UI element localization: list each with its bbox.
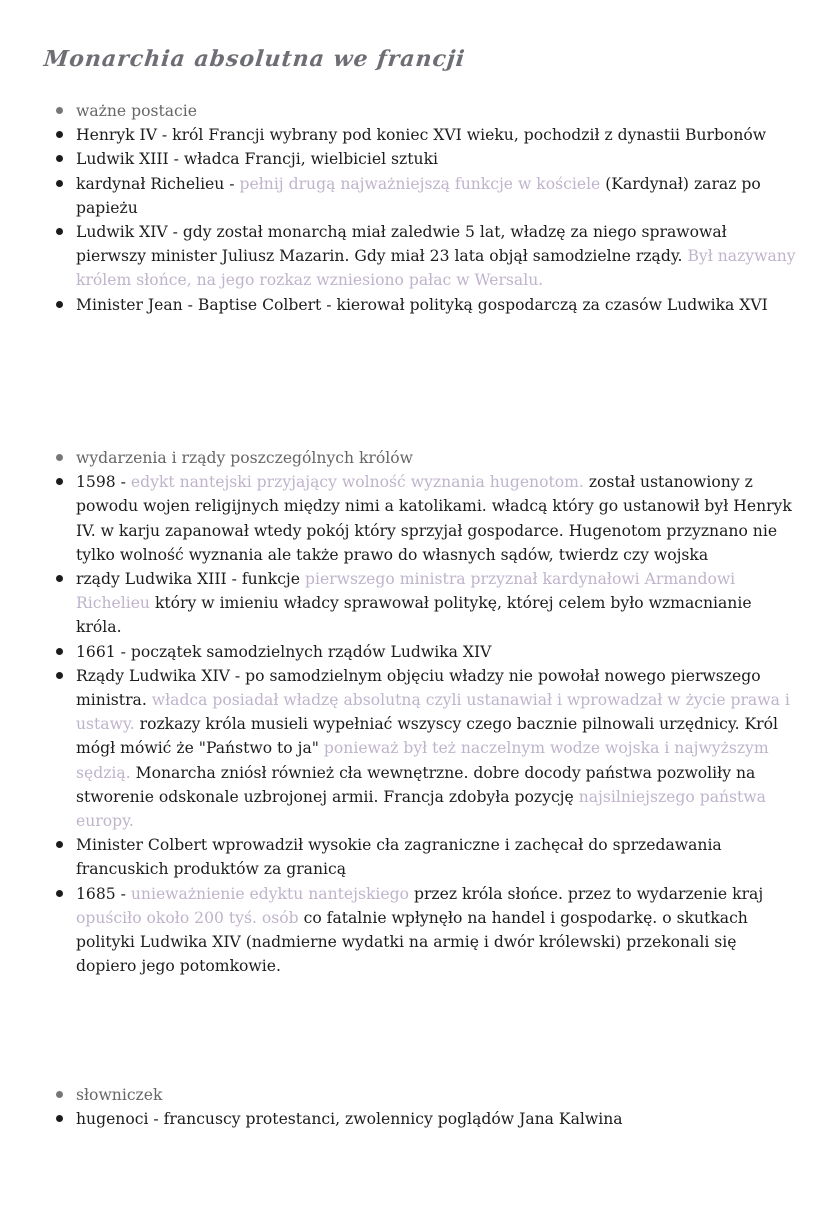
text-segment: przez króla słońce. przez to wydarzenie kraj bbox=[409, 884, 764, 903]
highlighted-text: władca posiadał władzę absolutną czyli ustanawiał i wprowadzał w życie prawa i ustawy. bbox=[76, 691, 790, 734]
text-segment: Minister Colbert wprowadził wysokie cła zagraniczne i zachęcał do sprzedawania francuskich produktów za granicą bbox=[76, 836, 722, 879]
list-item bbox=[54, 1107, 799, 1131]
bullet-icon bbox=[56, 841, 63, 848]
highlighted-text: pierwszego ministra przyznał kardynałowi Armandowi Richelieu bbox=[76, 570, 736, 613]
highlighted-text: najsilniejszego państwa europy. bbox=[76, 787, 766, 831]
text-segment: Monarcha zniósł również cła wewnętrzne. dobre docody państwa pozwoliły na stworenie odskonale uzbrojonej armii. Francja zdobyła pozycję bbox=[76, 763, 756, 806]
text-segment: Rządy Ludwika XIV - po samodzielnym objęciu władzy nie powołał nowego pierwszego ministra. bbox=[76, 666, 761, 710]
highlighted-text: unieważnienie edyktu nantejskiego bbox=[130, 884, 409, 903]
list-item bbox=[54, 833, 799, 881]
list-item bbox=[54, 640, 799, 664]
text-segment: ważne postacie bbox=[76, 102, 197, 120]
bullet-icon bbox=[56, 478, 63, 485]
highlighted-text: edykt nantejski przyjający wolność wyznania hugenotom. bbox=[130, 473, 584, 492]
highlighted-text: Był nazywany królem słońce, na jego rozkaz wzniesiono pałac w Wersalu. bbox=[76, 247, 796, 290]
text-segment: Henryk IV - król Francji wybrany pod koniec XVI wieku, pochodził z dynastii Burbonów bbox=[76, 126, 767, 145]
list-item bbox=[54, 470, 799, 567]
text-segment: 1685 - bbox=[76, 884, 131, 903]
bullet-icon bbox=[56, 180, 63, 187]
text-segment: Minister Jean - Baptise Colbert - kierował polityką gospodarczą za czasów Ludwika XVI bbox=[76, 295, 768, 314]
highlighted-text: opuściło około 200 tyś. osób bbox=[76, 908, 299, 927]
text-segment: kardynał Richelieu - bbox=[76, 174, 240, 193]
bullet-icon bbox=[56, 107, 63, 114]
section-heading bbox=[54, 1083, 799, 1107]
list-item bbox=[54, 664, 799, 833]
bullet-icon bbox=[56, 454, 63, 461]
bullet-icon bbox=[56, 155, 63, 162]
text-segment: który w imieniu władcy sprawował politykę, której celem było wzmacnianie króla. bbox=[76, 594, 752, 637]
highlighted-text: ponieważ był też naczelnym wodze wojska i najwyższym sędzią. bbox=[76, 739, 769, 782]
list-item bbox=[54, 882, 799, 979]
section-heading bbox=[54, 99, 799, 123]
bullet-icon bbox=[56, 301, 63, 308]
section-heading bbox=[54, 446, 799, 470]
text-segment: został ustanowiony z powodu wojen religijnych między nimi a katolikami. władcą który go ustanowił był Henryk IV. w karju zapanował wtedy pokój który sprzyjał gospodarce. Hugenotom przyznano nie tylko wolność wyznania ale także prawo do własnych sądów, twierdz czy wojska bbox=[76, 473, 792, 564]
bullet-icon bbox=[56, 131, 63, 138]
text-segment: 1598 - bbox=[76, 473, 131, 492]
bullet-icon bbox=[56, 890, 63, 897]
bullet-icon bbox=[56, 228, 63, 235]
bullet-icon bbox=[56, 672, 63, 679]
section-events bbox=[54, 446, 799, 978]
bullet-icon bbox=[56, 1115, 63, 1122]
text-segment: rozkazy króla musieli wypełniać wszyscy czego bacznie pilnowali urzędnicy. Król mógł mówić że "Państwo to ja" bbox=[76, 715, 778, 758]
highlighted-text: pełnij drugą najważniejszą funkcje w kościele bbox=[239, 174, 601, 193]
bullet-icon bbox=[56, 1091, 63, 1098]
list-item bbox=[54, 123, 799, 147]
text-segment: Ludwik XIII - władca Francji, wielbiciel sztuki bbox=[76, 150, 439, 169]
page-title: Monarchia absolutna we francji bbox=[42, 46, 467, 72]
list-item bbox=[54, 293, 799, 317]
bullet-icon bbox=[56, 648, 63, 655]
bullet-icon bbox=[56, 575, 63, 582]
text-segment: Ludwik XIV - gdy został monarchą miał zaledwie 5 lat, władzę za niego sprawował pierwszy minister Juliusz Mazarin. Gdy miał 23 lata objął samodzielne rządy. bbox=[76, 223, 727, 266]
list-item bbox=[54, 220, 799, 293]
section-important-figures bbox=[54, 99, 799, 317]
text-segment: wydarzenia i rządy poszczególnych królów bbox=[76, 449, 414, 467]
list-item bbox=[54, 147, 799, 171]
section-glossary bbox=[54, 1083, 799, 1131]
text-segment: słowniczek bbox=[76, 1086, 163, 1104]
list-item bbox=[54, 567, 799, 640]
text-segment: 1661 - początek samodzielnych rządów Ludwika XIV bbox=[76, 642, 492, 661]
list-item bbox=[54, 172, 799, 220]
text-segment: co fatalnie wpłynęło na handel i gospodarkę. o skutkach polityki Ludwika XIV (nadmierne wydatki na armię i dwór królewski) przekonali się dopiero jego potomkowie. bbox=[76, 908, 748, 976]
text-segment: (Kardynał) zaraz po papieżu bbox=[76, 174, 761, 217]
text-segment: rządy Ludwika XIII - funkcje bbox=[76, 570, 305, 589]
text-segment: hugenoci - francuscy protestanci, zwolennicy poglądów Jana Kalwina bbox=[76, 1110, 623, 1129]
